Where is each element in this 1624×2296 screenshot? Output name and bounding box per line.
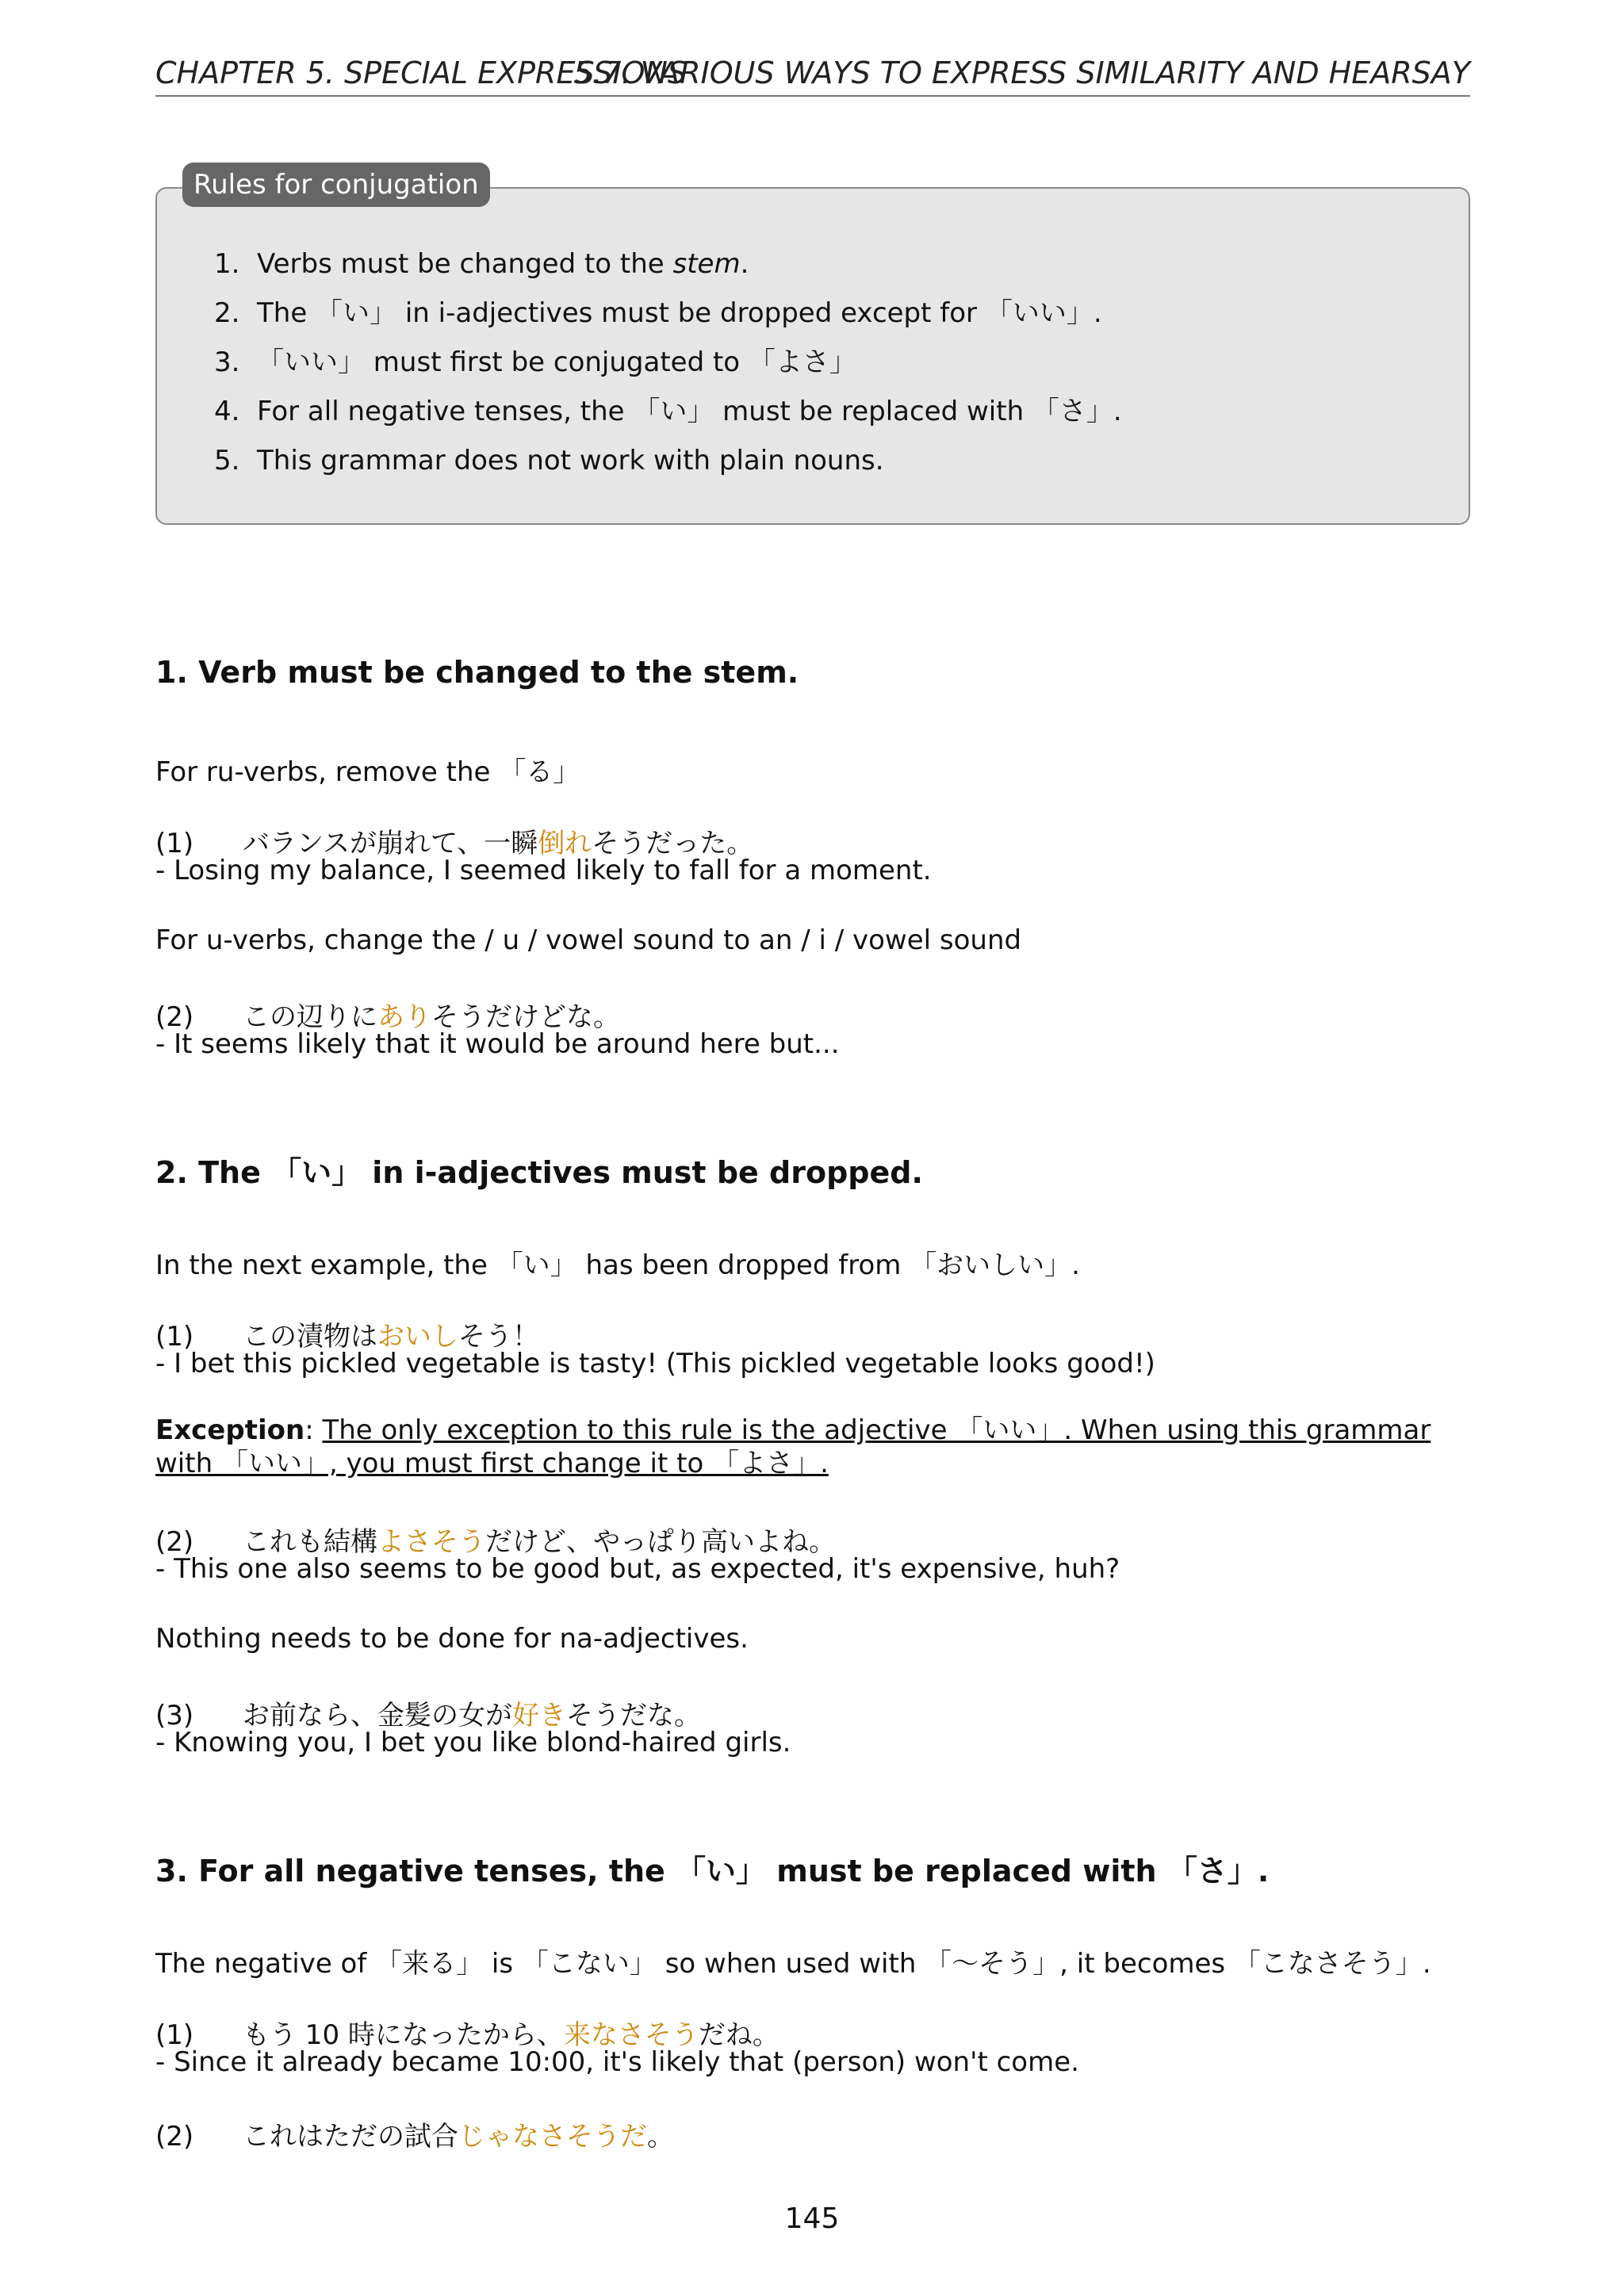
exception-text: The only exception to this rule is the adjective 「いい」. When using this grammar with 「いい」, you must first change it to 「よさ」. [155,1414,1431,1479]
example-jp-pre: この漬物は [243,1321,377,1353]
paragraph: Nothing needs to be done for na-adjectives. [155,1623,749,1655]
example-number: (3) [155,1700,194,1732]
example-translation: - Knowing you, I bet you like blond-haired girls. [155,1727,791,1758]
example-jp-pre: これも結構 [243,1526,377,1558]
example-jp-pre: もう 10 時になったから、 [243,2019,564,2051]
example-jp-post: 。 [647,2121,674,2152]
section-heading: 1. Verb must be changed to the stem. [155,655,799,690]
paragraph: For ru-verbs, remove the 「る」 [155,756,580,788]
example-highlight: じゃなさそうだ [458,2121,647,2152]
rule-text: This grammar does not work with plain nouns. [257,445,884,476]
rule-text-post: . [740,248,749,280]
example-number: (1) [155,1321,194,1353]
example-jp-pre: バランスが崩れて、一瞬 [243,828,538,859]
example-translation: - Losing my balance, I seemed likely to fall for a moment. [155,855,932,886]
rule-text: 「いい」 must first be conjugated to 「よさ」 [257,346,856,378]
example-sentence [155,2114,674,2153]
example-translation: - This one also seems to be good but, as expected, it's expensive, huh? [155,1553,1120,1585]
example-jp-pre: この辺りに [243,1001,377,1033]
example-number: (2) [155,1526,194,1558]
rule-number: 5. [214,445,240,476]
example-number: (2) [155,2121,194,2152]
rule-number: 1. [214,248,240,280]
rules-tag: Rules for conjugation [182,163,490,207]
example-highlight: よさそう [377,1526,485,1558]
example-number: (1) [155,828,194,859]
example-number: (1) [155,2019,194,2051]
page-number: 145 [784,2202,840,2235]
rule-number: 4. [214,396,240,427]
example-jp-post: そうだった。 [592,828,754,859]
example-jp-post: そう！ [458,1321,539,1353]
rule-number: 3. [214,346,240,378]
example-highlight: 来なさそう [563,2019,699,2051]
paragraph: In the next example, the 「い」 has been dropped from 「おいしい」. [155,1249,1080,1281]
example-jp-pre: お前なら、金髪の女が [243,1700,512,1732]
rule-item [214,338,1122,387]
example-translation: - Since it already became 10:00, it's likely that (person) won't come. [155,2046,1079,2078]
example-highlight: 好き [512,1700,566,1732]
rule-text: For all negative tenses, the 「い」 must be replaced with 「さ」. [257,396,1122,427]
exception-label: Exception [155,1414,305,1446]
rule-number: 2. [214,297,240,329]
rule-item [214,387,1122,436]
rule-text-em: stem [672,248,741,280]
example-highlight: あり [377,1001,431,1033]
example-jp-post: だけど、やっぱり高いよね。 [485,1526,836,1558]
section-heading: 3. For all negative tenses, the 「い」 must be replaced with 「さ」. [155,1854,1270,1888]
example-highlight: 倒れ [538,828,592,859]
example-jp-pre: これはただの試合 [243,2121,458,2152]
example-number: (2) [155,1001,194,1033]
paragraph: For u-verbs, change the / u / vowel sound to an / i / vowel sound [155,924,1022,956]
rule-item [214,436,1122,485]
rule-item [214,239,1122,289]
rules-list [214,239,1122,485]
running-header [155,52,1470,97]
example-highlight: おいし [377,1321,458,1353]
example-jp-post: そうだけどな。 [431,1001,620,1033]
section-heading: 2. The 「い」 in i-adjectives must be dropped. [155,1155,923,1190]
exception-note: Exception: The only exception to this rule is the adjective 「いい」. When using this grammar with 「いい」, you must first change it to 「よさ」. [155,1414,1431,1479]
example-jp-post: そうだな。 [566,1700,701,1732]
rule-text-pre: Verbs must be changed to the [257,248,673,280]
paragraph: The negative of 「来る」 is 「こない」 so when used with 「～そう」, it becomes 「こなさそう」. [155,1948,1431,1980]
rule-text: The 「い」 in i-adjectives must be dropped except for 「いい」. [257,297,1102,329]
rule-item [214,289,1122,338]
example-translation: - It seems likely that it would be around here but... [155,1028,840,1060]
chapter-title: CHAPTER 5. SPECIAL EXPRESSIONS [155,55,688,90]
example-translation: - I bet this pickled vegetable is tasty! (This pickled vegetable looks good!) [155,1348,1155,1380]
example-jp-post: だね。 [698,2019,779,2051]
section-title: 5.7. VARIOUS WAYS TO EXPRESS SIMILARITY AND HEARSAY [573,55,1470,90]
